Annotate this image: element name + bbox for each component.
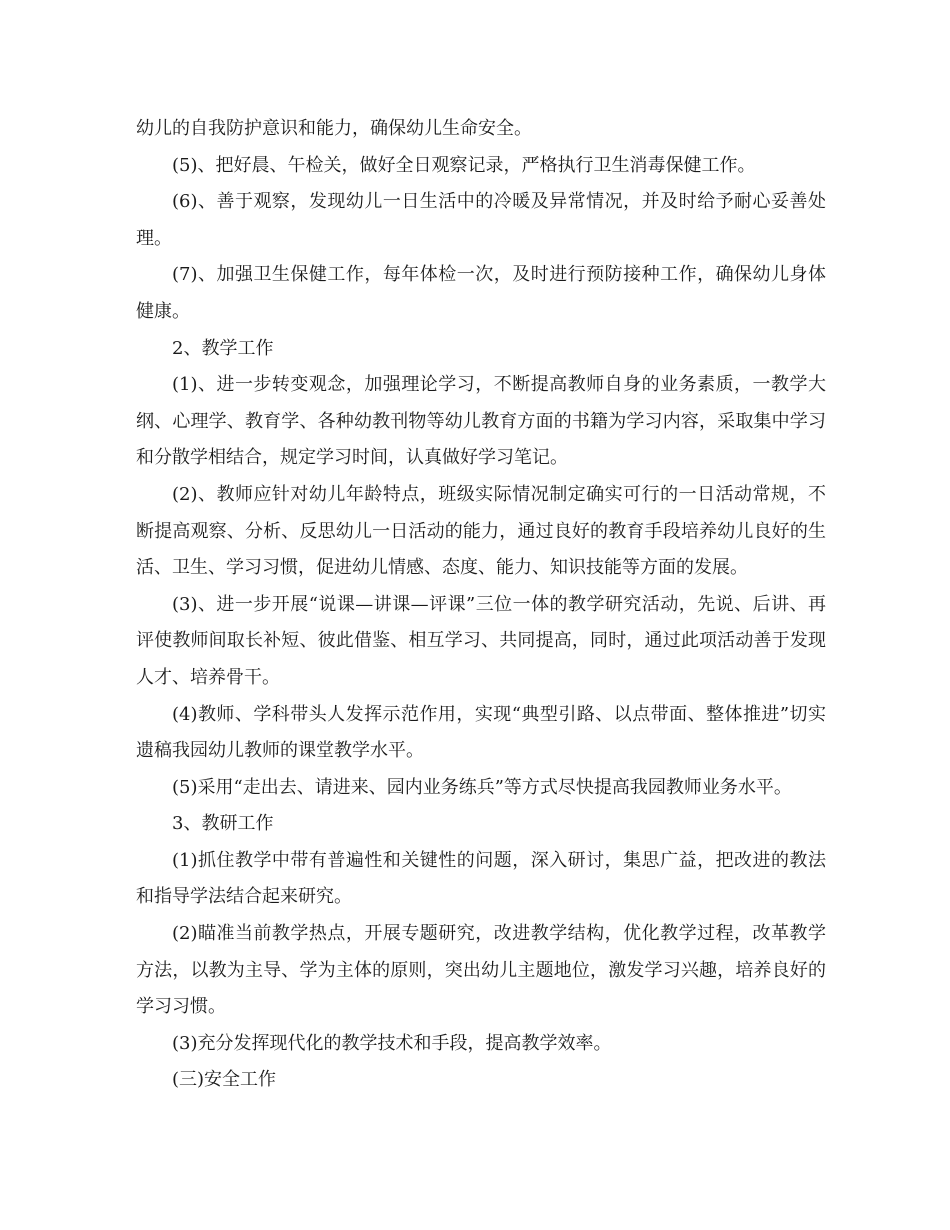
paragraph-teaching-item-2: (2)、教师应针对幼儿年龄特点，班级实际情况制定确实可行的一日活动常规，不断提高观察、分析、反思幼儿一日活动的能力，通过良好的教育手段培养幼儿良好的生活、卫生、学习习惯，促进幼儿情感、态度、能力、知识技能等方面的发展。 bbox=[136, 483, 826, 579]
paragraph-teaching-item-4: (4)教师、学科带头人发挥示范作用，实现“典型引路、以点带面、整体推进”切实遗稿我园幼儿教师的课堂教学水平。 bbox=[136, 703, 826, 762]
section-heading-research-work: 3、教研工作 bbox=[172, 813, 274, 835]
paragraph-research-item-1: (1)抓住教学中带有普遍性和关键性的问题，深入研讨，集思广益，把改进的教法和指导学法结合起来研究。 bbox=[136, 849, 826, 908]
paragraph-teaching-item-5: (5)采用“走出去、请进来、园内业务练兵”等方式尽快提高我园教师业务水平。 bbox=[172, 776, 792, 798]
paragraph-research-item-3: (3)充分发挥现代化的教学技术和手段，提高教学效率。 bbox=[172, 1032, 612, 1054]
paragraph-continuation: 幼儿的自我防护意识和能力，确保幼儿生命安全。 bbox=[136, 118, 532, 139]
paragraph-item-5-health-checks: (5)、把好晨、午检关，做好全日观察记录，严格执行卫生消毒保健工作。 bbox=[172, 154, 756, 176]
section-heading-teaching-work: 2、教学工作 bbox=[172, 337, 274, 359]
section-heading-safety-work: (三)安全工作 bbox=[172, 1069, 277, 1091]
paragraph-item-7-health-care: (7)、加强卫生保健工作，每年体检一次，及时进行预防接种工作，确保幼儿身体健康。 bbox=[136, 264, 826, 322]
paragraph-teaching-item-3: (3)、进一步开展“说课—讲课—评课”三位一体的教学研究活动，先说、后讲、再评使教师间取长补短、彼此借鉴、相互学习、共同提高，同时，通过此项活动善于发现人才、培养骨干。 bbox=[136, 593, 826, 688]
paragraph-item-6-observation: (6)、善于观察，发现幼儿一日生活中的冷暖及异常情况，并及时给予耐心妥善处理。 bbox=[136, 191, 826, 249]
paragraph-teaching-item-1: (1)、进一步转变观念，加强理论学习，不断提高教师自身的业务素质，一教学大纲、心理学、教育学、各种幼教刊物等幼儿教育方面的书籍为学习内容，采取集中学习和分散学相结合，规定学习时间，认真做好学习笔记。 bbox=[136, 374, 826, 469]
paragraph-research-item-2: (2)瞄准当前教学热点，开展专题研究，改进教学结构，优化教学过程，改革教学方法，以教为主导、学为主体的原则，突出幼儿主题地位，激发学习兴趣，培养良好的学习习惯。 bbox=[136, 923, 826, 1018]
document-body bbox=[136, 111, 826, 1099]
